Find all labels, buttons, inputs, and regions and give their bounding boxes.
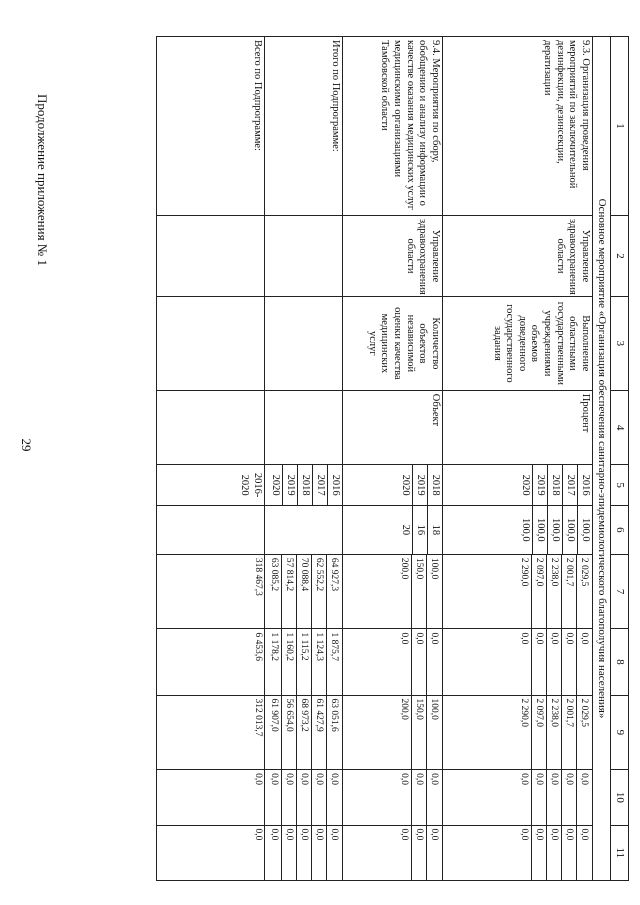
value: 200,0 xyxy=(398,698,409,720)
year: 2018 xyxy=(547,465,562,504)
year: 2017 xyxy=(312,465,327,504)
table-container xyxy=(72,36,629,881)
col-header: 2 xyxy=(611,216,629,297)
empty-cell xyxy=(156,297,264,391)
value: 0,0 xyxy=(576,629,591,694)
col11-cell xyxy=(264,825,342,880)
value: 2 238,0 xyxy=(546,696,561,770)
activity-name: 9.4. Мероприятия по сбору, обобщению и анализу информации о качестве оказания медицинских услуг медицинскими организациями Тамбовской области xyxy=(342,37,442,216)
value: 0,0 xyxy=(546,826,561,880)
col11-cell xyxy=(442,825,592,880)
value: 64 927,3 xyxy=(326,555,341,629)
value: 2 290,0 xyxy=(518,557,529,587)
years-cell xyxy=(342,465,442,505)
value: 100,0 xyxy=(426,555,441,629)
col10-cell xyxy=(264,770,342,825)
col9-cell xyxy=(342,695,442,770)
unit: Процент xyxy=(442,390,592,465)
value: 0,0 xyxy=(268,773,279,785)
value: 0,0 xyxy=(546,629,561,694)
value: 0,0 xyxy=(398,828,409,841)
value: 2 097,0 xyxy=(531,696,546,770)
table-row xyxy=(342,37,442,881)
value: 68 973,2 xyxy=(296,696,311,770)
executor: Управление здравоохранения области xyxy=(442,216,592,297)
col-header: 1 xyxy=(611,37,629,216)
section-row xyxy=(592,37,610,881)
value: 0,0 xyxy=(531,826,546,880)
total-years: 2016-2020 xyxy=(156,465,264,505)
value: 0,0 xyxy=(311,826,326,880)
value: 0,0 xyxy=(281,826,296,880)
value: 2 001,7 xyxy=(561,696,576,770)
value: 0,0 xyxy=(518,828,529,841)
total-label: Всего по Подпрограмме: xyxy=(156,37,264,216)
value: 63 051,6 xyxy=(326,696,341,770)
col-header: 8 xyxy=(611,629,629,695)
value: 0,0 xyxy=(411,629,426,694)
indicator: Количество объектов независимой оценки качества медицинских услуг xyxy=(342,297,442,391)
years-cell xyxy=(442,465,592,505)
value: 2 238,0 xyxy=(546,555,561,629)
value: 1 115,2 xyxy=(296,629,311,694)
unit: Объект xyxy=(342,390,442,465)
value: 0,0 xyxy=(426,826,441,880)
col9-cell xyxy=(442,695,592,770)
col-header: 7 xyxy=(611,554,629,629)
value: 200,0 xyxy=(398,557,409,580)
value: 0,0 xyxy=(268,828,279,841)
total-c11: 0,0 xyxy=(156,825,264,880)
value: 0,0 xyxy=(326,770,341,824)
value: 0,0 xyxy=(576,770,591,824)
value: 0,0 xyxy=(518,773,529,785)
year: 2019 xyxy=(412,465,427,504)
value: 100,0 xyxy=(426,696,441,770)
empty-cell xyxy=(156,390,264,465)
col7-cell xyxy=(442,554,592,629)
total-c7: 318 467,3 xyxy=(156,554,264,629)
total-c9: 312 013,7 xyxy=(156,695,264,770)
year: 2019 xyxy=(282,465,297,504)
value: 0,0 xyxy=(546,770,561,824)
value: 1 124,3 xyxy=(311,629,326,694)
col9-cell xyxy=(264,695,342,770)
year: 2016 xyxy=(577,465,592,504)
empty-cell xyxy=(264,297,342,391)
total-c8: 6 453,6 xyxy=(156,629,264,695)
table-rotation-frame xyxy=(72,36,629,881)
value: 0,0 xyxy=(531,770,546,824)
value: 2 001,7 xyxy=(561,555,576,629)
value: 0,0 xyxy=(411,770,426,824)
appendix-label: Продолжение приложения № 1 xyxy=(35,94,50,266)
empty-cell xyxy=(156,505,264,554)
col-header: 6 xyxy=(611,505,629,554)
value: 100,0 xyxy=(519,518,531,542)
value: 100,0 xyxy=(547,506,562,554)
empty-cell xyxy=(264,390,342,465)
value: 63 085,2 xyxy=(268,557,279,592)
year: 2020 xyxy=(269,474,281,496)
col-header: 4 xyxy=(611,390,629,465)
value: 150,0 xyxy=(411,555,426,629)
value: 100,0 xyxy=(532,506,547,554)
value: 1 875,7 xyxy=(326,629,341,694)
value: 0,0 xyxy=(296,826,311,880)
col7-cell xyxy=(264,554,342,629)
value: 0,0 xyxy=(326,826,341,880)
value: 0,0 xyxy=(576,826,591,880)
year: 2018 xyxy=(297,465,312,504)
value: 1 160,2 xyxy=(281,629,296,694)
value: 56 654,0 xyxy=(281,696,296,770)
value: 61 907,0 xyxy=(268,698,279,732)
col8-cell xyxy=(264,629,342,695)
year: 2020 xyxy=(399,474,411,496)
value: 0,0 xyxy=(281,770,296,824)
value: 62 552,2 xyxy=(311,555,326,629)
value: 61 427,9 xyxy=(311,696,326,770)
value: 0,0 xyxy=(518,632,529,645)
year: 2019 xyxy=(532,465,547,504)
col6-cell xyxy=(442,505,592,554)
col-header: 9 xyxy=(611,695,629,770)
value: 0,0 xyxy=(311,770,326,824)
executor: Управление здравоохранения области xyxy=(342,216,442,297)
value: 2 029,5 xyxy=(576,696,591,770)
value: 100,0 xyxy=(562,506,577,554)
subtotal-label: Итого по Подпрограмме: xyxy=(264,37,342,216)
col7-cell xyxy=(342,554,442,629)
program-table xyxy=(156,36,629,881)
value: 20 xyxy=(399,524,411,536)
value: 18 xyxy=(427,506,442,554)
value: 0,0 xyxy=(296,770,311,824)
indicator: Выполнение областными государственными учреждениями объемов доведенного государственного задания xyxy=(442,297,592,391)
col-header: 3 xyxy=(611,297,629,391)
page-number: 29 xyxy=(19,438,34,452)
col8-cell xyxy=(342,629,442,695)
col10-cell xyxy=(442,770,592,825)
col10-cell xyxy=(342,770,442,825)
col8-cell xyxy=(442,629,592,695)
value: 0,0 xyxy=(561,826,576,880)
value: 70 088,4 xyxy=(296,555,311,629)
col11-cell xyxy=(342,825,442,880)
year: 2017 xyxy=(562,465,577,504)
value: 57 814,2 xyxy=(281,555,296,629)
year: 2018 xyxy=(427,465,442,504)
year: 2016 xyxy=(327,465,342,504)
value: 0,0 xyxy=(531,629,546,694)
value: 0,0 xyxy=(398,773,409,785)
value: 100,0 xyxy=(577,506,592,554)
total-c10: 0,0 xyxy=(156,770,264,825)
years-cell xyxy=(264,465,342,505)
value: 0,0 xyxy=(411,826,426,880)
total-row xyxy=(156,37,264,881)
value: 2 290,0 xyxy=(518,698,529,728)
value: 0,0 xyxy=(561,770,576,824)
col-header: 5 xyxy=(611,465,629,505)
empty-cell xyxy=(264,505,342,554)
value: 0,0 xyxy=(426,629,441,694)
activity-name: 9.3. Организация проведения мероприятий по заключительной дезинфекции, дезинсекции, дератизации xyxy=(442,37,592,216)
col6-cell xyxy=(342,505,442,554)
value: 150,0 xyxy=(411,696,426,770)
value: 1 178,2 xyxy=(268,632,279,661)
value: 2 097,0 xyxy=(531,555,546,629)
subtotal-row xyxy=(264,37,342,881)
value: 16 xyxy=(412,506,427,554)
value: 0,0 xyxy=(398,632,409,645)
col-header: 11 xyxy=(611,825,629,880)
section-title: Основное мероприятие «Организация обеспечения санитарно-эпидемиологического благополучия населения» xyxy=(592,37,610,881)
value: 2 029,5 xyxy=(576,555,591,629)
table-row xyxy=(442,37,592,881)
col-header: 10 xyxy=(611,770,629,825)
empty-cell xyxy=(156,216,264,297)
header-row xyxy=(611,37,629,881)
value: 0,0 xyxy=(561,629,576,694)
value: 0,0 xyxy=(426,770,441,824)
year: 2020 xyxy=(519,474,531,496)
empty-cell xyxy=(264,216,342,297)
